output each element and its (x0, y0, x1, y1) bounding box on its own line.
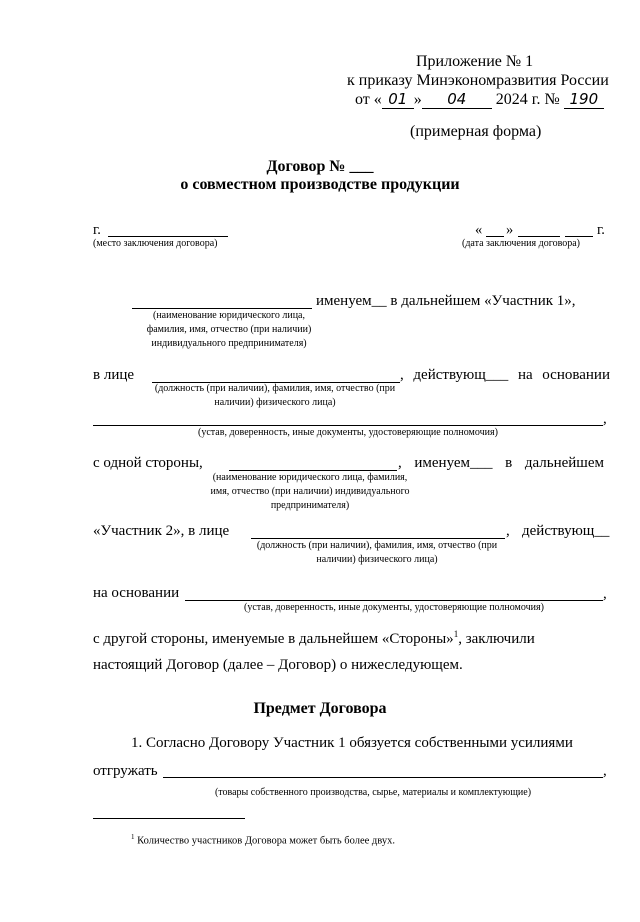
participant-2-named-text: именуем___ в дальнейшем (414, 455, 605, 471)
parties-line-1-end: , заключили (458, 631, 535, 647)
contract-number-title: Договор № ___ (266, 158, 374, 175)
participant-1-acting: , действующ___ на основании (400, 367, 610, 383)
date-open-quote: « (475, 222, 483, 238)
order-month: 04 (422, 90, 492, 109)
date-year-suffix: г. (597, 222, 605, 238)
form-note: (примерная форма) (410, 123, 542, 140)
participant-1-basis-caption: (устав, доверенность, иные документы, удостоверяющие полномочия) (198, 427, 498, 438)
appendix-label: Приложение № 1 (416, 53, 534, 70)
participant-2-acting: действующ__ (522, 523, 610, 539)
footnote-divider (93, 818, 245, 819)
participant-1-acting-text: действующ___ на основании (413, 367, 610, 383)
clause-1-label: отгружать (93, 763, 158, 779)
participant-1-name-caption: (наименование юридического лица, фамилия, имя, отчество (при наличии) индивидуального предпринимателя) (146, 310, 312, 349)
date-close-quote: » (506, 222, 514, 238)
participant-1-basis-comma: , (603, 411, 607, 427)
footnote-mark: 1 (131, 833, 135, 841)
participant-2-one-side: с одной стороны, (93, 455, 203, 471)
participant-1-in-person: в лице (93, 367, 135, 383)
order-date-line (355, 90, 604, 109)
city-caption: (место заключения договора) (93, 238, 218, 249)
date-prefix: от « (355, 91, 382, 108)
parties-line-1-text: с другой стороны, именуемые в дальнейшем «Стороны» (93, 631, 454, 647)
participant-2-basis-label: на основании (93, 585, 180, 601)
date-quote-close: » (413, 91, 422, 108)
clause-1-comma: , (603, 763, 607, 779)
participant-1-person-caption: (должность (при наличии), фамилия, имя, отчество (при наличии) физического лица) (154, 383, 396, 408)
participant-2-person-caption: (должность (при наличии), фамилия, имя, отчество (при наличии) физического лица) (256, 540, 498, 565)
order-number: 190 (564, 90, 604, 109)
participant-1-named-text: именуем__ в дальнейшем «Участник 1», (316, 293, 576, 309)
footnote-ref[interactable]: 1 (453, 629, 459, 639)
contract-subject-title: о совместном производстве продукции (180, 176, 460, 193)
order-reference: к приказу Минэкономразвития России (347, 72, 609, 89)
order-year: 2024 г. № (495, 91, 560, 108)
footnote-text: Количество участников Договора может быть более двух. (137, 835, 395, 847)
date-caption: (дата заключения договора) (462, 238, 580, 249)
city-prefix: г. (93, 222, 101, 238)
clause-1-line-1: 1. Согласно Договору Участник 1 обязуется собственными усилиями (131, 735, 573, 751)
participant-2-comma: , (506, 523, 510, 539)
participant-2-basis-caption: (устав, доверенность, иные документы, удостоверяющие полномочия) (244, 602, 544, 613)
parties-line-1 (93, 629, 535, 648)
participant-2-in-person: «Участник 2», в лице (93, 523, 230, 539)
participant-2-name-caption: (наименование юридического лица, фамилия, имя, отчество (при наличии) индивидуального предпринимателя) (210, 472, 410, 511)
section-heading: Предмет Договора (253, 700, 387, 717)
parties-line-2: настоящий Договор (далее – Договор) о нижеследующем. (93, 657, 463, 673)
clause-1-goods-field[interactable] (163, 777, 603, 778)
order-day: 01 (382, 90, 414, 109)
participant-2-basis-comma: , (603, 586, 607, 602)
footnote-text-line (131, 833, 395, 847)
participant-2-named: , именуем___ в дальнейшем (398, 455, 605, 471)
clause-1-caption: (товары собственного производства, сырье, материалы и комплектующие) (214, 787, 532, 798)
